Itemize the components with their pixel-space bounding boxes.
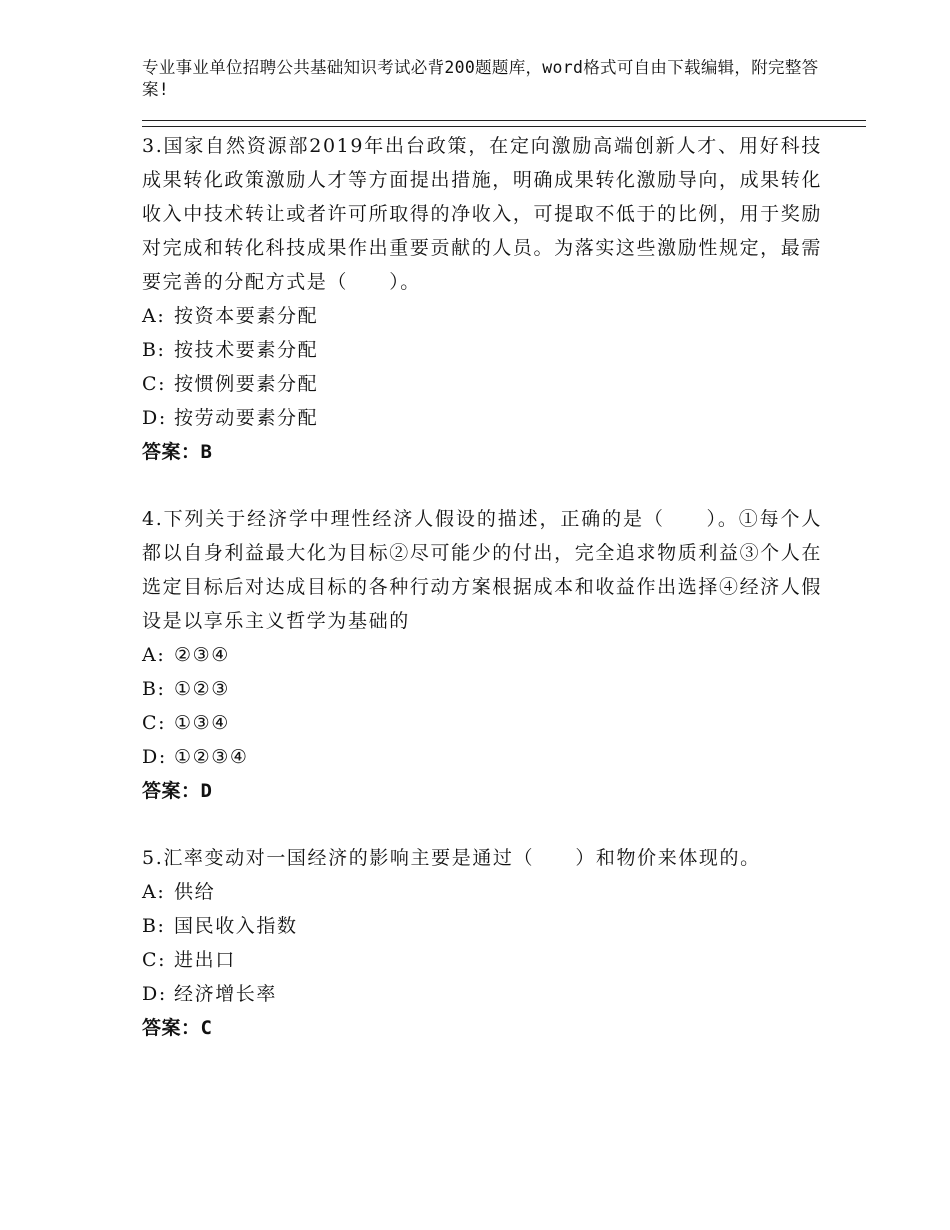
option-key: B: — [142, 339, 166, 361]
option-text: 国民收入指数 — [174, 915, 298, 937]
option-key: C: — [142, 949, 167, 971]
option-a — [142, 638, 822, 672]
option-key: A: — [142, 881, 166, 903]
option-a — [142, 875, 822, 909]
option-c — [142, 367, 822, 401]
option-b — [142, 333, 822, 367]
header-text: 专业事业单位招聘公共基础知识考试必背200题题库，word格式可自由下载编辑，附完整答案! — [142, 58, 819, 99]
option-text: 按劳动要素分配 — [174, 407, 319, 429]
question-text: 3.国家自然资源部2019年出台政策，在定向激励高端创新人才、用好科技成果转化政策激励人才等方面提出措施，明确成果转化激励导向，成果转化收入中技术转让或者许可所取得的净收入，可提取不低于的比例，用于奖励对完成和转化科技成果作出重要贡献的人员。为落实这些激励性规定，最需要完善的分配方式是（ ）。 — [142, 135, 822, 293]
option-text: 经济增长率 — [174, 983, 278, 1005]
option-d — [142, 740, 822, 774]
option-key: C: — [142, 373, 167, 395]
option-text: ①②③④ — [174, 746, 249, 768]
option-text: 供给 — [174, 881, 216, 903]
option-text: 按惯例要素分配 — [174, 373, 319, 395]
option-c — [142, 706, 822, 740]
option-key: D: — [142, 746, 167, 768]
option-b — [142, 909, 822, 943]
option-key: D: — [142, 983, 167, 1005]
option-key: B: — [142, 678, 166, 700]
option-key: D: — [142, 407, 167, 429]
option-key: A: — [142, 644, 166, 666]
option-text: ①③④ — [174, 712, 230, 734]
option-text: 进出口 — [174, 949, 236, 971]
option-d — [142, 977, 822, 1011]
option-a — [142, 299, 822, 333]
question-5 — [142, 841, 822, 1045]
option-text: ①②③ — [174, 678, 230, 700]
option-key: B: — [142, 915, 166, 937]
option-c — [142, 943, 822, 977]
question-text: 5.汇率变动对一国经济的影响主要是通过（ ）和物价来体现的。 — [142, 847, 761, 869]
answer-line: 答案：C — [142, 1017, 213, 1039]
option-key: A: — [142, 305, 166, 327]
header-divider — [142, 120, 866, 127]
option-b — [142, 672, 822, 706]
option-text: 按资本要素分配 — [174, 305, 319, 327]
option-d — [142, 401, 822, 435]
question-4 — [142, 502, 822, 808]
answer-line: 答案：B — [142, 441, 213, 463]
question-3 — [142, 129, 822, 469]
question-list — [142, 129, 822, 1078]
option-text: 按技术要素分配 — [174, 339, 319, 361]
option-key: C: — [142, 712, 167, 734]
document-header — [142, 57, 822, 101]
option-text: ②③④ — [174, 644, 230, 666]
answer-line: 答案：D — [142, 780, 213, 802]
question-text: 4.下列关于经济学中理性经济人假设的描述，正确的是（ ）。①每个人都以自身利益最大化为目标②尽可能少的付出，完全追求物质利益③个人在选定目标后对达成目标的各种行动方案根据成本和收益作出选择④经济人假设是以享乐主义哲学为基础的 — [142, 508, 822, 632]
